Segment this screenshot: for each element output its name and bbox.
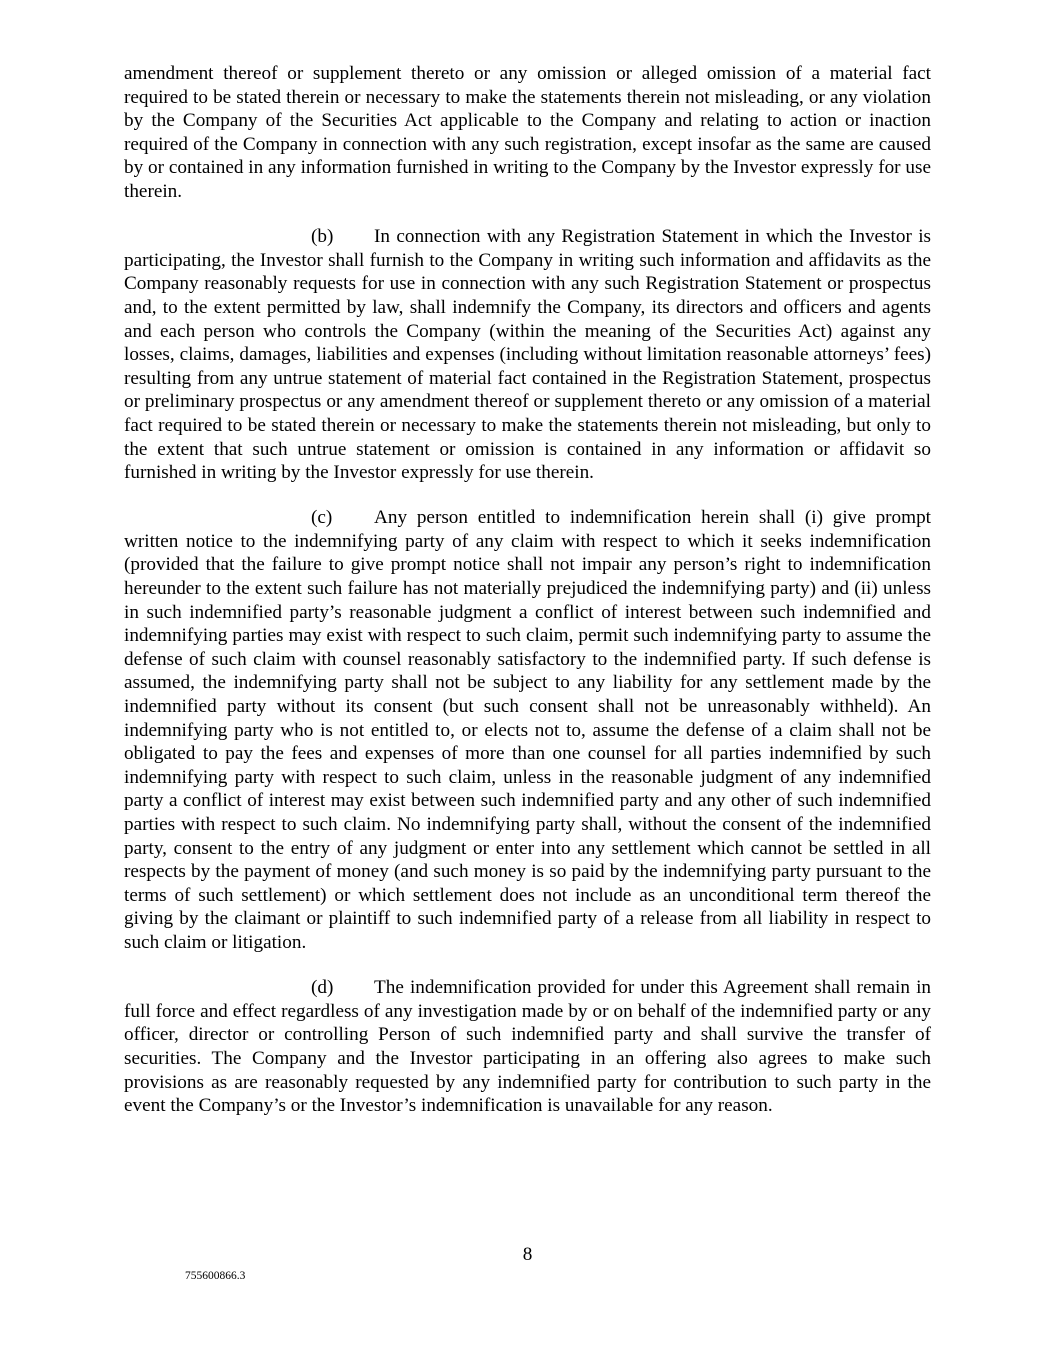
paragraph-text: In connection with any Registration Statement in which the Investor is participating, the Investor shall furnish to the Company in writing such information and affidavits as the Company reasonably requests for use in connection with any such Registration Statement or prospectus and, to the extent permitted by law, shall indemnify the Company, its directors and officers and agents and each person who controls the Company (within the meaning of the Securities Act) against any losses, claims, damages, liabilities and expenses (including without limitation reasonable attorneys’ fees) resulting from any untrue statement of material fact contained in the Registration Statement, prospectus or preliminary prospectus or any amendment thereof or supplement thereto or any omission of a material fact required to be stated therein or necessary to make the statements therein not misleading, but only to the extent that such untrue statement or omission is contained in any information or affidavit so furnished in writing by the Investor expressly for use therein.: [124, 226, 931, 484]
paragraph-marker: (d): [311, 977, 334, 999]
paragraph-marker: (b): [311, 226, 334, 248]
page-number: 8: [522, 1244, 533, 1265]
paragraph-b: [124, 225, 931, 485]
document-body: [124, 62, 931, 1118]
paragraph-continuation: [124, 62, 931, 204]
paragraph-marker: (c): [311, 507, 333, 529]
paragraph-text: amendment thereof or supplement thereto or any omission or alleged omission of a material fact required to be stated therein or necessary to make the statements therein not misleading, or any violation by the Company of the Securities Act applicable to the Company and relating to action or inaction required of the Company in connection with any such registration, except insofar as the same are caused by or contained in any information furnished in writing to the Company by the Investor expressly for use therein.: [124, 63, 931, 202]
paragraph-c: [124, 506, 931, 954]
paragraph-d: [124, 976, 931, 1118]
paragraph-text: The indemnification provided for under this Agreement shall remain in full force and effect regardless of any investigation made by or on behalf of the indemnified party or any officer, director or controlling Person of such indemnified party and shall survive the transfer of securities. The Company and the Investor participating in an offering also agrees to make such provisions as are reasonably requested by any indemnified party for contribution to such party in the event the Company’s or the Investor’s indemnification is unavailable for any reason.: [124, 977, 931, 1117]
document-id: 755600866.3: [185, 1270, 246, 1282]
paragraph-text: Any person entitled to indemnification herein shall (i) give prompt written notice to the indemnifying party of any claim with respect to which it seeks indemnification (provided that the failure to give prompt notice shall not impair any person’s right to indemnification hereunder to the extent such failure has not materially prejudiced the indemnifying party) and (ii) unless in such indemnified party’s reasonable judgment a conflict of interest between such indemnified and indemnifying parties may exist with respect to such claim, permit such indemnifying party to assume the defense of such claim with counsel reasonably satisfactory to the indemnified party. If such defense is assumed, the indemnifying party shall not be subject to any liability for any settlement made by the indemnified party without its consent (but such consent shall not be unreasonably withheld). An indemnifying party who is not entitled to, or elects not to, assume the defense of a claim shall not be obligated to pay the fees and expenses of more than one counsel for all parties indemnified by such indemnifying party with respect to such claim, unless in the reasonable judgment of any indemnified party a conflict of interest may exist between such indemnified party and any other of such indemnified parties with respect to such claim. No indemnifying party shall, without the consent of the indemnified party, consent to the entry of any judgment or enter into any settlement which cannot be settled in all respects by the payment of money (and such money is so paid by the indemnifying party pursuant to the terms of such settlement) or which settlement does not include as an unconditional term thereof the giving by the claimant or plaintiff to such indemnified party of a release from all liability in respect to such claim or litigation.: [124, 507, 931, 953]
